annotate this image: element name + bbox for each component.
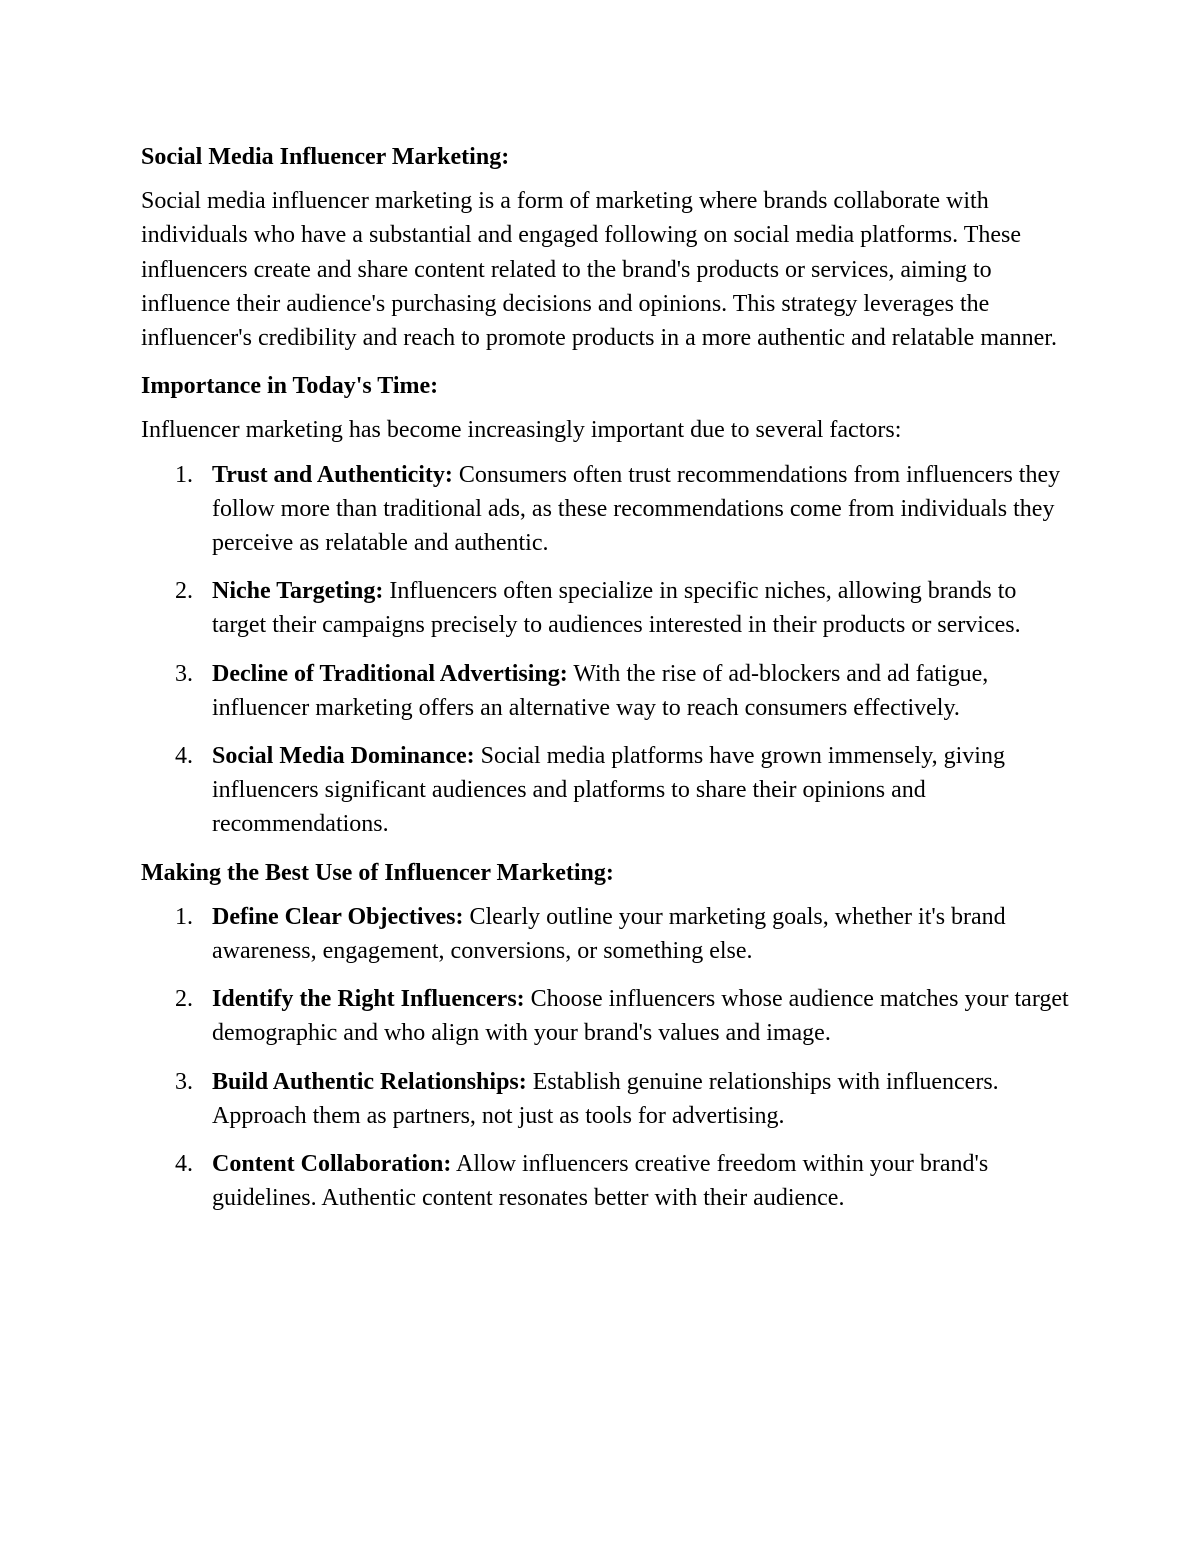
list-item: [141, 657, 1071, 725]
list-term: Identify the Right Influencers:: [212, 986, 525, 1013]
list-term: Niche Targeting:: [212, 578, 384, 605]
list-number: 1.: [175, 461, 193, 488]
list-text: Social media platforms have grown immensely, giving influencers significant audiences and platforms to share their opinions and recommendations.: [212, 743, 1005, 838]
best-use-list: [141, 900, 1071, 1216]
list-item: [141, 982, 1071, 1050]
importance-heading: Importance in Today's Time:: [141, 373, 439, 400]
list-text: Influencers often specialize in specific niches, allowing brands to target their campaigns precisely to audiences interested in their products or services.: [212, 578, 1021, 639]
list-text: Clearly outline your marketing goals, whether it's brand awareness, engagement, conversions, or something else.: [212, 903, 1006, 965]
list-number: 1.: [175, 903, 193, 930]
list-number: 4.: [175, 743, 193, 770]
list-item: [141, 458, 1071, 561]
importance-list: [141, 458, 1071, 842]
list-item: [141, 574, 1071, 642]
list-term: Social Media Dominance:: [212, 743, 475, 770]
list-term: Build Authentic Relationships:: [212, 1068, 527, 1095]
list-term: Content Collaboration:: [212, 1151, 452, 1178]
document-page: [141, 140, 1071, 1215]
list-term: Trust and Authenticity:: [212, 461, 453, 488]
list-item: [141, 739, 1071, 842]
list-text: Allow influencers creative freedom within your brand's guidelines. Authentic content resonates better with their audience.: [212, 1151, 989, 1212]
definition-paragraph: Social media influencer marketing is a form of marketing where brands collaborate with individuals who have a substantial and engaged following on social media platforms. These influencers create and share content related to the brand's products or services, aiming to influence their audience's purchasing decisions and opinions. This strategy leverages the influencer's credibility and reach to promote products in a more authentic and relatable manner.: [141, 188, 1057, 352]
list-text: Consumers often trust recommendations from influencers they follow more than traditional ads, as these recommendations come from individuals they perceive as relatable and authentic.: [212, 461, 1061, 557]
list-number: 4.: [175, 1151, 193, 1178]
list-number: 2.: [175, 986, 193, 1013]
list-item: [141, 1065, 1071, 1133]
list-number: 2.: [175, 578, 193, 605]
list-text: Establish genuine relationships with influencers. Approach them as partners, not just as tools for advertising.: [212, 1068, 999, 1129]
list-item: [141, 900, 1071, 968]
list-number: 3.: [175, 660, 193, 687]
list-number: 3.: [175, 1068, 193, 1095]
list-term: Define Clear Objectives:: [212, 903, 464, 930]
list-text: Choose influencers whose audience matches your target demographic and who align with your brand's values and image.: [212, 986, 1069, 1047]
document-title: Social Media Influencer Marketing:: [141, 144, 510, 170]
importance-intro: Influencer marketing has become increasingly important due to several factors:: [141, 417, 902, 444]
best-use-heading: Making the Best Use of Influencer Marketing:: [141, 859, 614, 886]
list-term: Decline of Traditional Advertising:: [212, 660, 568, 687]
list-text: With the rise of ad-blockers and ad fatigue, influencer marketing offers an alternative way to reach consumers effectively.: [212, 660, 989, 721]
list-item: [141, 1147, 1071, 1215]
